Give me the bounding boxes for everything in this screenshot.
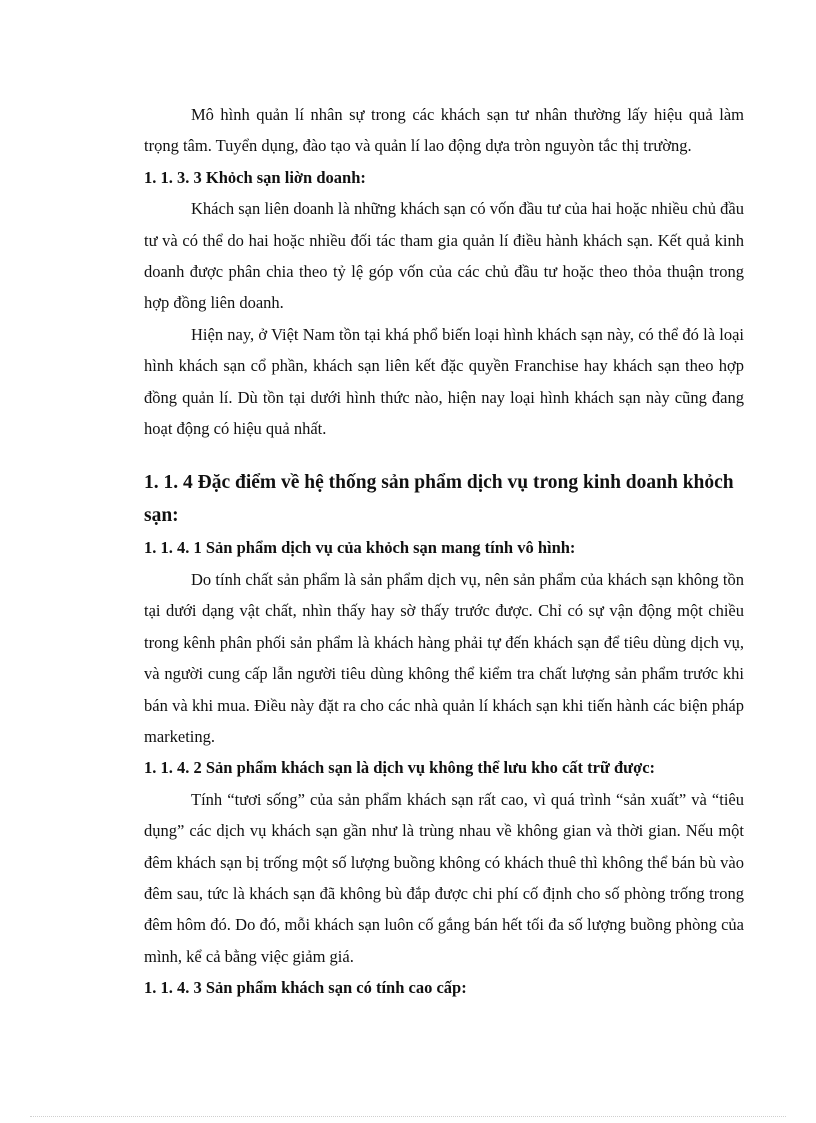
- heading-1141-intangible: 1. 1. 4. 1 Sản phẩm dịch vụ của khỏch sạn mang tính vô hình:: [144, 538, 576, 558]
- page-body: [144, 99, 744, 1004]
- paragraph-intangible: Do tính chất sản phẩm là sản phẩm dịch vụ, nên sản phẩm của khách sạn không tồn tại dưới dạng vật chất, nhìn thấy hay sờ thấy trước được. Chỉ có sự vận động một chiều trong kênh phân phối sản phẩm là khách hàng phải tự đến khách sạn để tiêu dùng dịch vụ, và người cung cấp lẫn người tiêu dùng không thể kiểm tra chất lượng sản phẩm trước khi bán và khi mua. Điều này đặt ra cho các nhà quản lí khách sạn khi tiến hành các biện pháp marketing.: [144, 569, 744, 746]
- heading-1142-perishable: 1. 1. 4. 2 Sản phẩm khách sạn là dịch vụ không thể lưu kho cất trữ được:: [144, 758, 656, 778]
- paragraph-private-hotel-management: Mô hình quản lí nhân sự trong các khách sạn tư nhân thường lấy hiệu quả làm trọng tâm. Tuyển dụng, đào tạo và quản lí lao động dựa tròn nguyòn tắc thị trường.: [144, 105, 744, 156]
- paragraph-perishable: Tính “tươi sống” của sản phẩm khách sạn rất cao, vì quá trình “sản xuất” và “tiêu dụng” các dịch vụ khách sạn gần như là trùng nhau về không gian và thời gian. Nếu một đêm khách sạn bị trống một số lượng buồng không có khách thuê thì không thể bán bù vào đêm sau, tức là khách sạn đã không bù đắp được chi phí cố định cho số phòng trống trong đêm hôm đó. Do đó, mỗi khách sạn luôn cố gắng bán hết tối đa số lượng buồng phòng của mình, kể cả bằng việc giảm giá.: [144, 789, 744, 966]
- paragraph-joint-venture-vietnam: Hiện nay, ở Việt Nam tồn tại khá phổ biến loại hình khách sạn này, có thể đó là loại hình khách sạn cổ phần, khách sạn liên kết đặc quyền Franchise hay khách sạn theo hợp đồng quản lí. Dù tồn tại dưới hình thức nào, hiện nay loại hình khách sạn này cũng đang hoạt động có hiệu quả nhất.: [144, 324, 744, 439]
- paragraph-joint-venture-definition: Khách sạn liên doanh là những khách sạn có vốn đầu tư của hai hoặc nhiều chủ đầu tư và có thể do hai hoặc nhiều đối tác tham gia quản lí điều hành khách sạn. Kết quả kinh doanh được phân chia theo tỷ lệ góp vốn của các chủ đầu tư hoặc theo thỏa thuận trong hợp đồng liên doanh.: [144, 199, 744, 313]
- heading-1133-joint-venture-hotel: 1. 1. 3. 3 Khỏch sạn liờn doanh:: [144, 167, 366, 187]
- heading-114-product-characteristics: 1. 1. 4 Đặc điểm về hệ thống sản phẩm dịch vụ trong kinh doanh khỏch sạn:: [144, 472, 734, 527]
- heading-1143-high-end: 1. 1. 4. 3 Sản phẩm khách sạn có tính cao cấp:: [144, 978, 467, 998]
- page-bottom-divider: [30, 1116, 786, 1117]
